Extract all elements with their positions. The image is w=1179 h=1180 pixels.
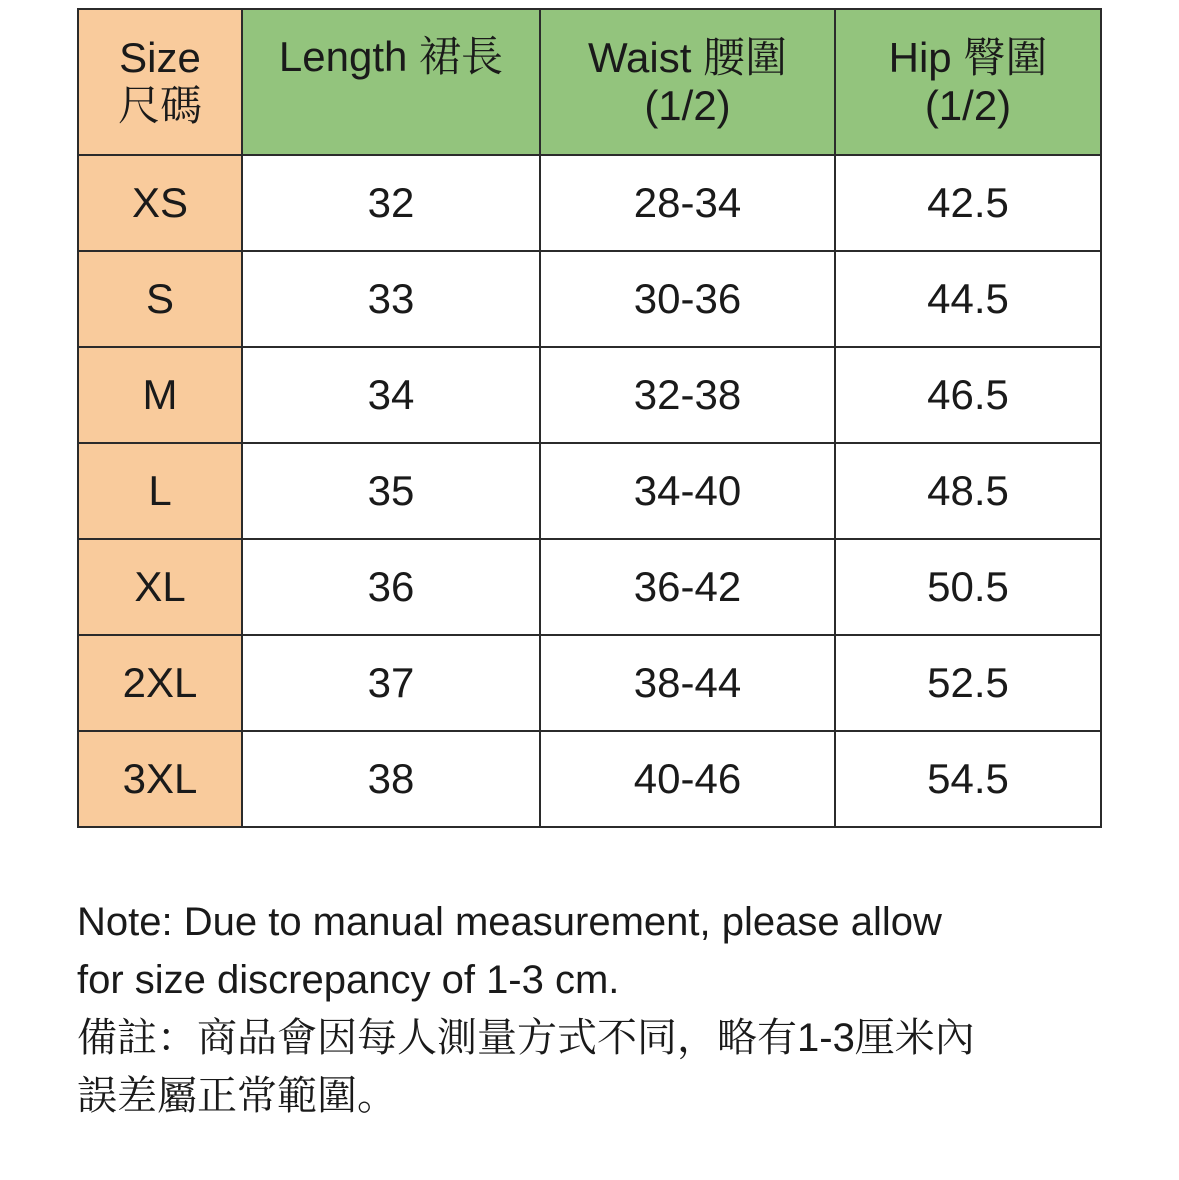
table-row [78, 635, 1101, 731]
size-cell: XL [78, 539, 242, 635]
waist-cell: 38-44 [540, 635, 835, 731]
hip-cell: 52.5 [835, 635, 1101, 731]
table-row [78, 539, 1101, 635]
size-cell: L [78, 443, 242, 539]
table-row [78, 347, 1101, 443]
hip-cell: 50.5 [835, 539, 1101, 635]
note-en-line-2: for size discrepancy of 1-3 cm. [77, 958, 620, 1002]
length-cell: 34 [242, 347, 540, 443]
length-cell: 38 [242, 731, 540, 827]
header-size-en: Size [119, 34, 201, 81]
size-cell: M [78, 347, 242, 443]
header-length-label: Length 裙長 [278, 33, 504, 80]
waist-cell: 32-38 [540, 347, 835, 443]
hip-cell: 48.5 [835, 443, 1101, 539]
size-cell: 3XL [78, 731, 242, 827]
hip-cell: 44.5 [835, 251, 1101, 347]
note-zh-line-1: 備註：商品會因每人測量方式不同，略有1-3厘米內 [77, 1016, 975, 1060]
header-hip [835, 9, 1101, 155]
size-cell: 2XL [78, 635, 242, 731]
hip-cell: 46.5 [835, 347, 1101, 443]
length-cell: 35 [242, 443, 540, 539]
waist-cell: 34-40 [540, 443, 835, 539]
header-row [78, 9, 1101, 155]
table-row [78, 443, 1101, 539]
header-waist [540, 9, 835, 155]
note-en-line-1: Note: Due to manual measurement, please allow [77, 900, 942, 944]
measurement-note [77, 893, 1137, 1125]
table-row [78, 251, 1101, 347]
hip-cell: 42.5 [835, 155, 1101, 251]
length-cell: 33 [242, 251, 540, 347]
note-zh-line-2: 誤差屬正常範圍。 [77, 1074, 397, 1118]
waist-cell: 36-42 [540, 539, 835, 635]
header-hip-unit: (1/2) [924, 82, 1012, 129]
waist-cell: 30-36 [540, 251, 835, 347]
header-size [78, 9, 242, 155]
size-chart-table [77, 8, 1102, 828]
header-waist-label: Waist 腰圍 [587, 34, 788, 81]
size-cell: S [78, 251, 242, 347]
header-hip-label: Hip 臀圍 [888, 34, 1048, 81]
table-row [78, 731, 1101, 827]
length-cell: 32 [242, 155, 540, 251]
size-cell: XS [78, 155, 242, 251]
header-size-zh: 尺碼 [117, 82, 202, 129]
header-waist-unit: (1/2) [644, 82, 731, 129]
length-cell: 36 [242, 539, 540, 635]
table-row [78, 155, 1101, 251]
length-cell: 37 [242, 635, 540, 731]
header-length [242, 9, 540, 155]
waist-cell: 40-46 [540, 731, 835, 827]
hip-cell: 54.5 [835, 731, 1101, 827]
waist-cell: 28-34 [540, 155, 835, 251]
